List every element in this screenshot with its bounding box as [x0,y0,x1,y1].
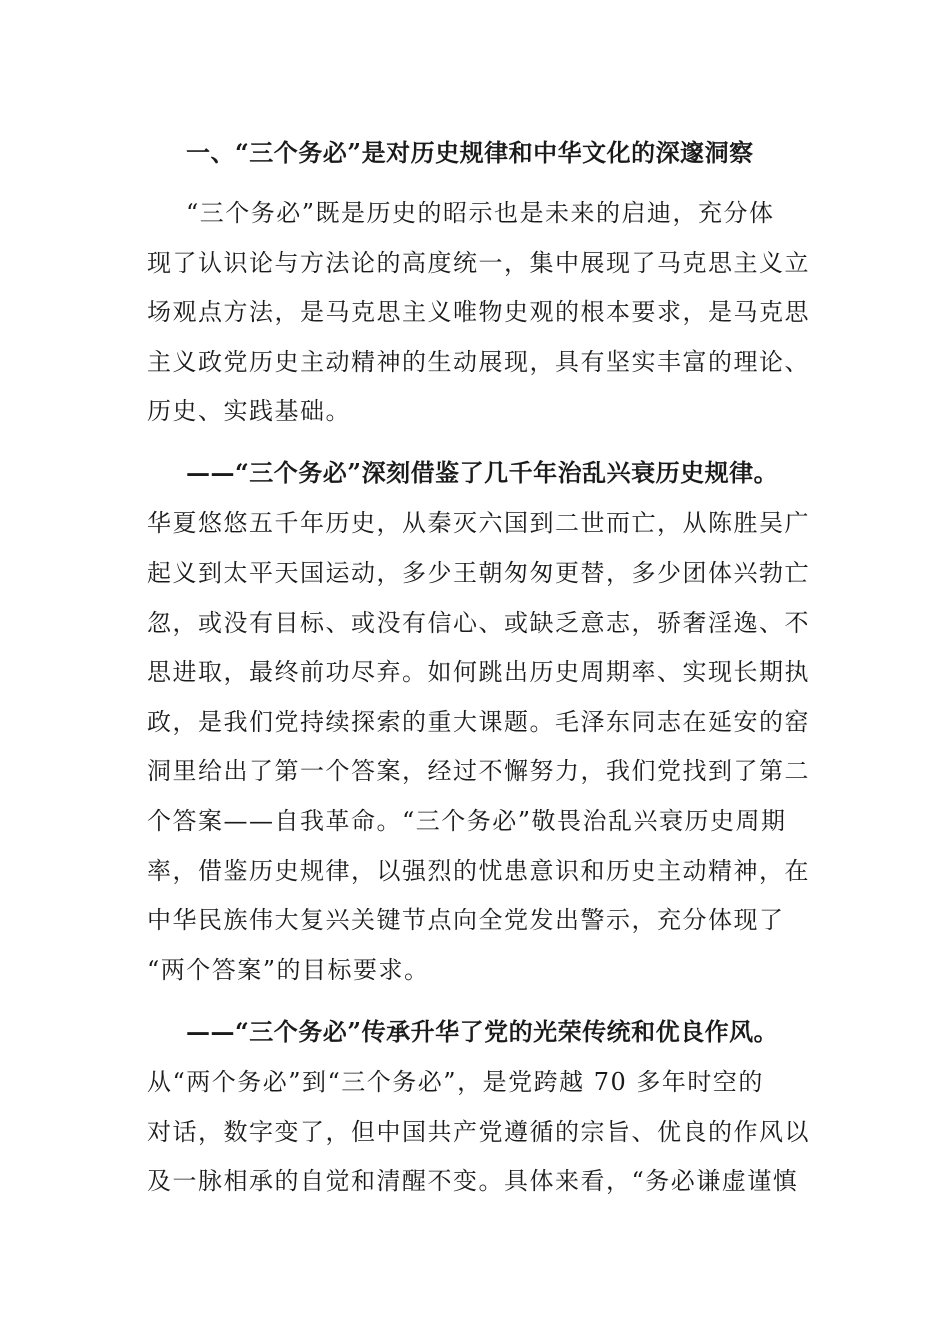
paragraph-line: 洞里给出了第一个答案，经过不懈努力，我们党找到了第二 [147,757,810,785]
paragraph-line: “两个答案”的目标要求。 [147,956,430,984]
paragraph-line: 场观点方法，是马克思主义唯物史观的根本要求，是马克思 [147,298,810,326]
paragraph-line: 从“两个务必”到“三个务必”，是党跨越 70 多年时空的 [147,1068,764,1096]
section-heading: 一、“三个务必”是对历史规律和中华文化的深邃洞察 [186,138,754,167]
paragraph-line: 起义到太平天国运动，多少王朝匆匆更替，多少团体兴勃亡 [147,559,810,587]
paragraph-line: 忽，或没有目标、或没有信心、或缺乏意志，骄奢淫逸、不 [147,609,810,637]
paragraph-line: 主义政党历史主动精神的生动展现，具有坚实丰富的理论、 [147,348,810,376]
paragraph-line: “三个务必”既是历史的昭示也是未来的启迪，充分体 [186,199,775,227]
paragraph-line: 华夏悠悠五千年历史，从秦灭六国到二世而亡，从陈胜吴广 [147,509,810,537]
paragraph-line: 现了认识论与方法论的高度统一，集中展现了马克思主义立 [147,249,810,277]
paragraph-line: 对话，数字变了，但中国共产党遵循的宗旨、优良的作风以 [147,1118,810,1146]
paragraph-line: 历史、实践基础。 [147,397,351,425]
paragraph-line: 及一脉相承的自觉和清醒不变。具体来看，“务必谦虚谨慎 [147,1167,799,1195]
paragraph-line: 思进取，最终前功尽弃。如何跳出历史周期率、实现长期执 [147,658,810,686]
paragraph-line: 政，是我们党持续探索的重大课题。毛泽东同志在延安的窑 [147,708,810,736]
point-title: ——“三个务必”深刻借鉴了几千年治乱兴衰历史规律。 [186,458,779,487]
point-title: ——“三个务必”传承升华了党的光荣传统和优良作风。 [186,1017,779,1046]
paragraph-line: 中华民族伟大复兴关键节点向全党发出警示，充分体现了 [147,906,785,934]
paragraph-line: 率，借鉴历史规律，以强烈的忧患意识和历史主动精神，在 [147,857,810,885]
paragraph-line: 个答案——自我革命。“三个务必”敬畏治乱兴衰历史周期 [147,807,787,835]
